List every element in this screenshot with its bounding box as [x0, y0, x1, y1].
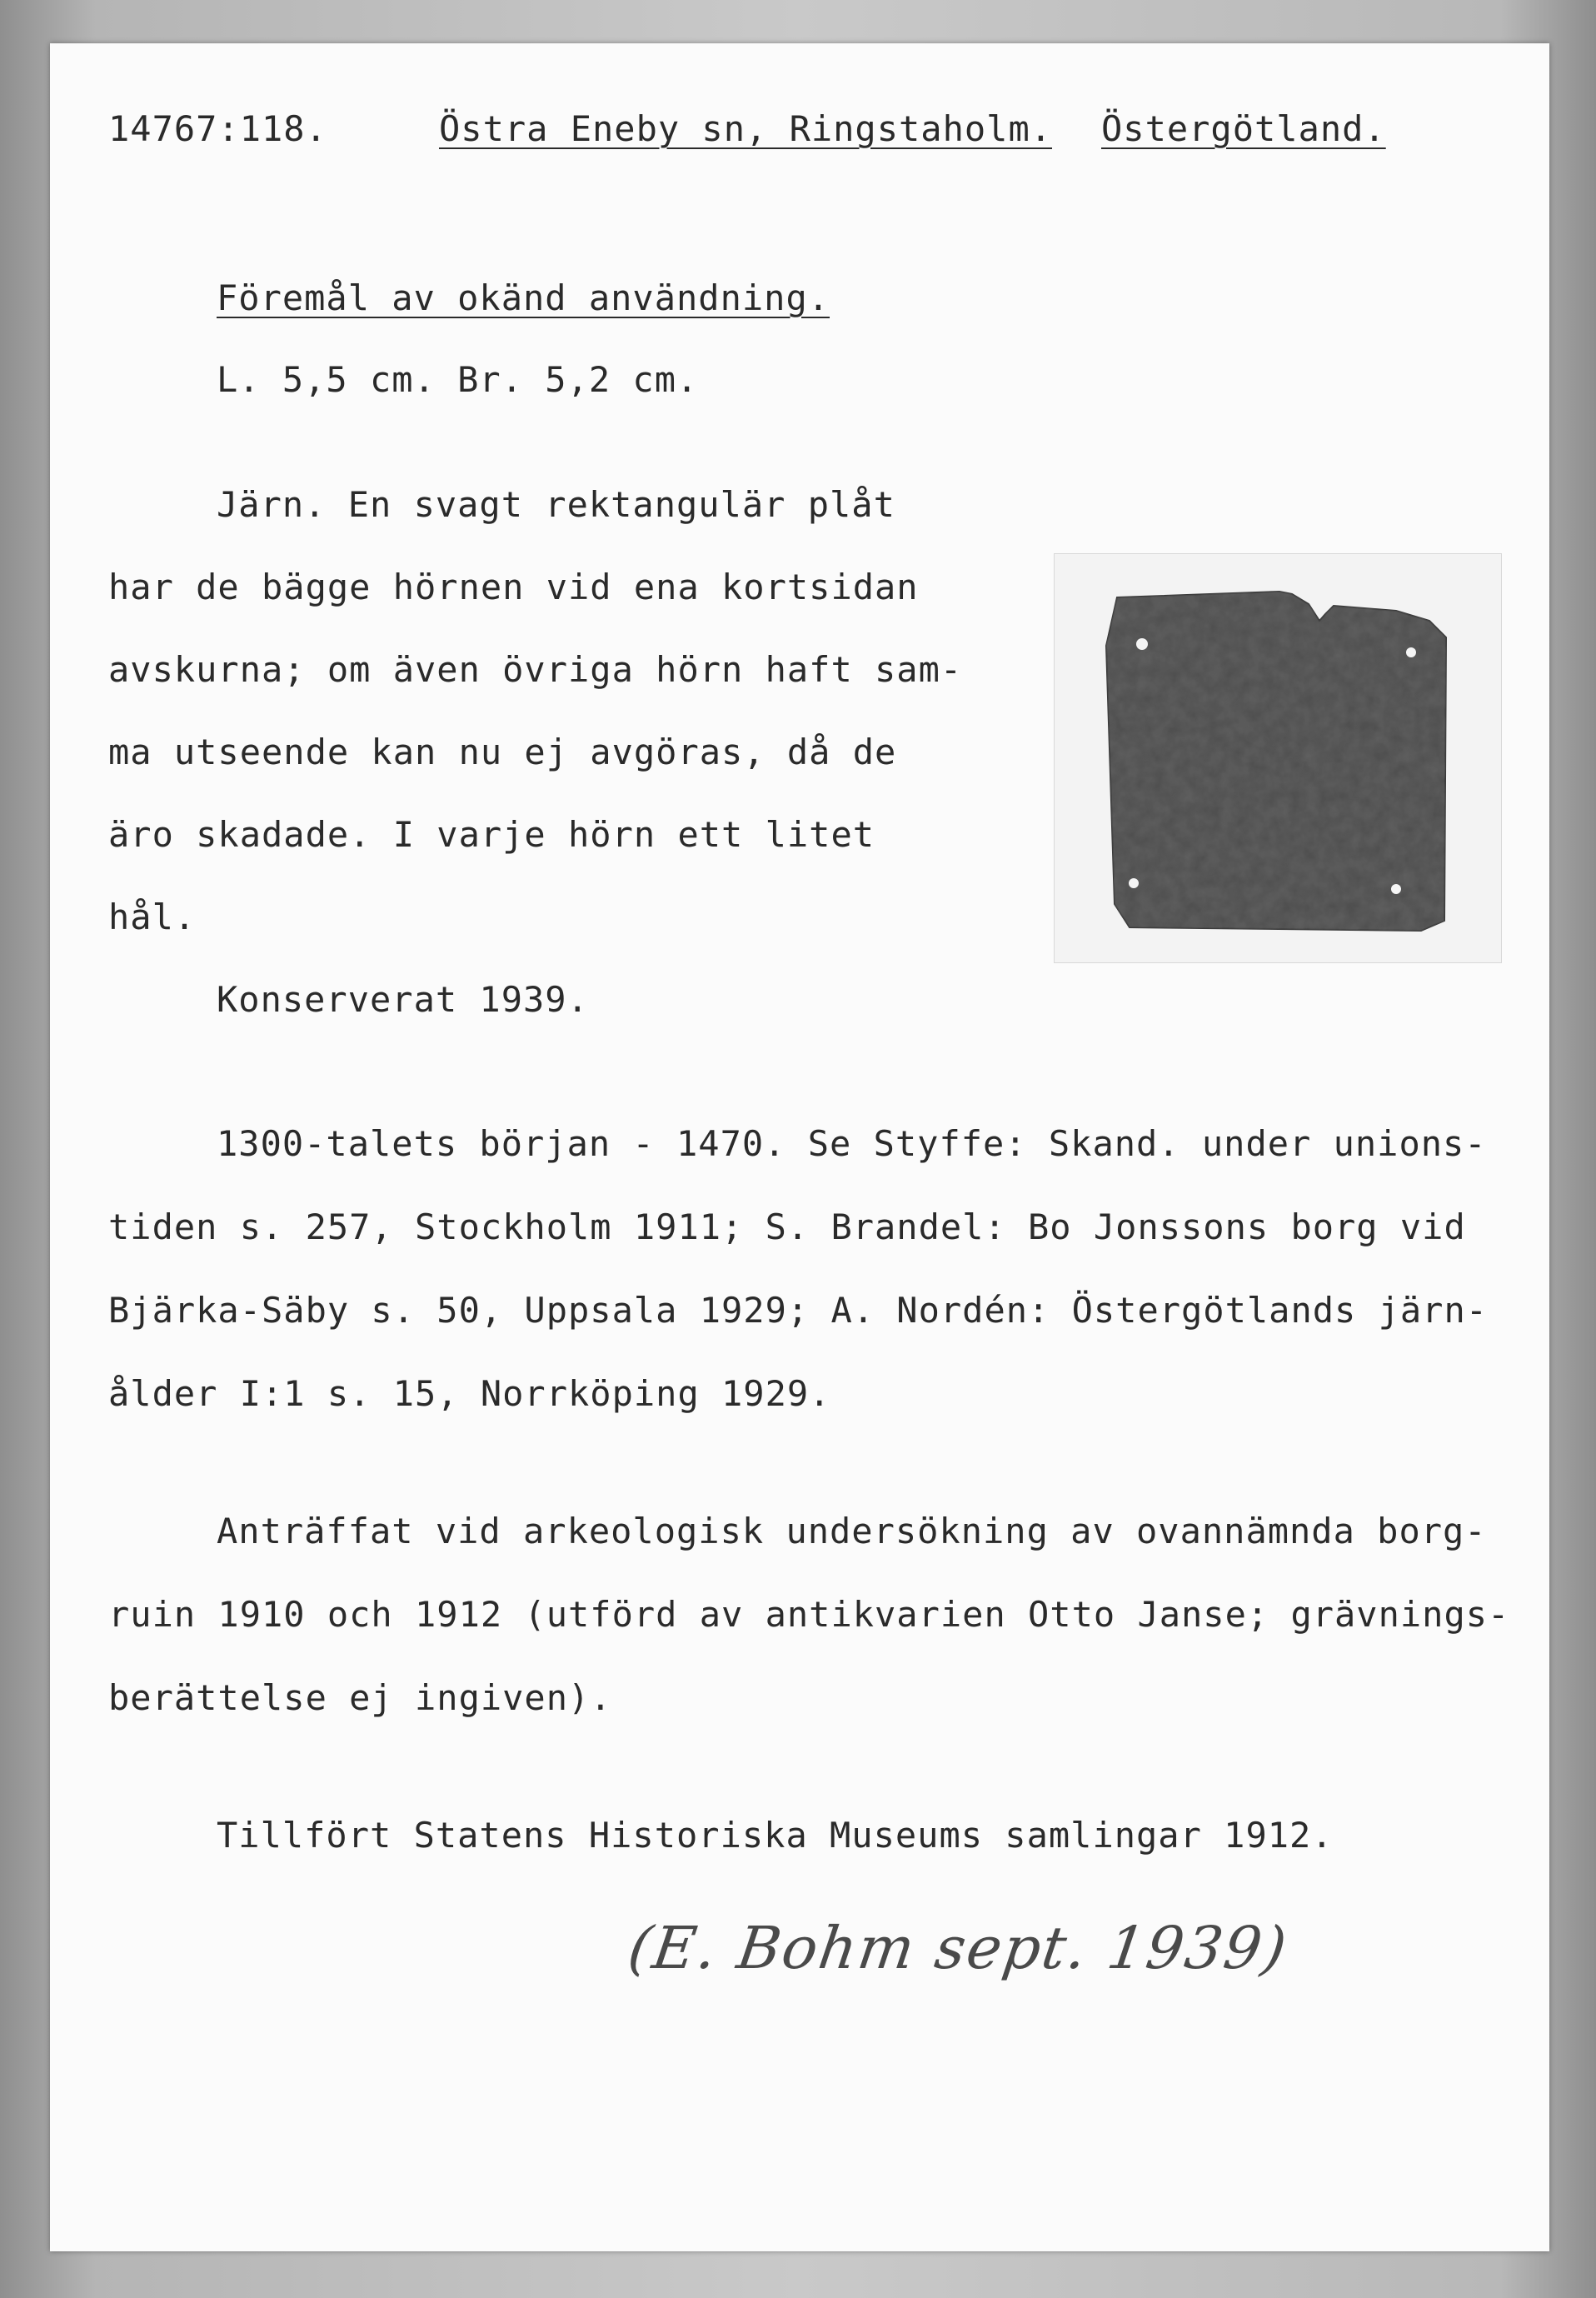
find-line: berättelse ej ingiven). [108, 1677, 612, 1718]
catalog-card [50, 43, 1549, 2251]
description-line: äro skadade. I varje hörn ett litet [108, 814, 875, 855]
acquisition-note: Tillfört Statens Historiska Museums samlingar 1912. [217, 1815, 1334, 1856]
find-line: ruin 1910 och 1912 (utförd av antikvarien Otto Janse; grävnings- [108, 1594, 1510, 1635]
dating-line: ålder I:1 s. 15, Norrköping 1929. [108, 1373, 831, 1414]
find-site: Östra Eneby sn, Ringstaholm. [439, 108, 1053, 149]
description-line: har de bägge hörnen vid ena kortsidan [108, 567, 919, 607]
iron-plate-image [1055, 554, 1501, 962]
find-line: Anträffat vid arkeologisk undersökning av ovannämnda borg- [217, 1511, 1487, 1551]
catalog-number: 14767:118. [108, 108, 327, 149]
description-line: Järn. En svagt rektangulär plåt [217, 484, 895, 525]
object-title: Föremål av okänd användning. [217, 277, 830, 318]
description-line: hål. [108, 897, 197, 937]
dating-line: Bjärka-Säby s. 50, Uppsala 1929; A. Nordén: Östergötlands järn- [108, 1290, 1489, 1331]
object-photograph [1054, 553, 1502, 963]
dating-line: tiden s. 257, Stockholm 1911; S. Brandel: Bo Jonssons borg vid [108, 1206, 1466, 1247]
province: Östergötland. [1101, 108, 1386, 149]
conservation-note: Konserverat 1939. [217, 979, 589, 1020]
handwritten-signature: (E. Bohm sept. 1939) [624, 1914, 1293, 1982]
dating-line: 1300-talets början - 1470. Se Styffe: Skand. under unions- [217, 1123, 1487, 1164]
object-dimensions: L. 5,5 cm. Br. 5,2 cm. [217, 359, 699, 400]
description-line: ma utseende kan nu ej avgöras, då de [108, 732, 897, 772]
description-line: avskurna; om även övriga hörn haft sam- [108, 649, 963, 690]
